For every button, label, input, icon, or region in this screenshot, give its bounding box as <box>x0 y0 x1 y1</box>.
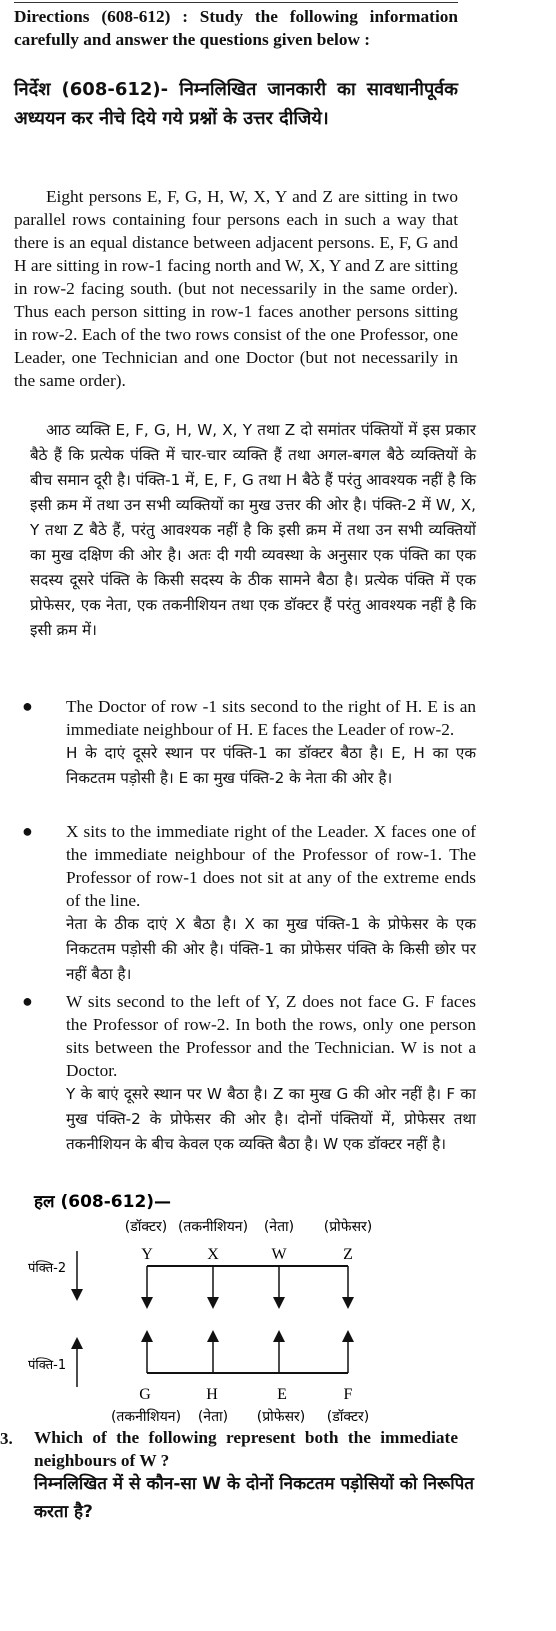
row1-person: F <box>343 1386 353 1403</box>
row2-role: (प्रोफेसर) <box>323 1219 373 1235</box>
row2-role: (नेता) <box>263 1219 295 1235</box>
seating-diagram-svg <box>0 1191 556 1441</box>
question-number: 3. <box>0 1429 13 1448</box>
bullet-dot: ● <box>22 696 33 716</box>
bullet-hindi: H के दाएं दूसरे स्थान पर पंक्ति-1 का डॉक्टर बैठा है। E, H का एक निकटतम पड़ोसी है। E का मुख पंक्ति-2 के नेता की ओर है। <box>66 744 476 787</box>
row2-role: (डॉक्टर) <box>124 1219 168 1235</box>
row2-person: W <box>271 1246 287 1263</box>
row1-person: H <box>206 1386 218 1403</box>
row2-label: पंक्ति-2 <box>28 1261 67 1276</box>
row2-person: Y <box>141 1246 153 1263</box>
row2-role: (तकनीशियन) <box>177 1219 249 1235</box>
row1-role: (प्रोफेसर) <box>256 1409 306 1425</box>
bullet-english: X sits to the immediate right of the Leader. X faces one of the immediate neighbour of the Professor of row-1. The Professor of row-1 does not sit at any of the extreme ends of the line. <box>66 822 476 910</box>
row2-person: X <box>207 1246 219 1263</box>
bullet-dot: ● <box>22 991 33 1011</box>
row1-person: E <box>277 1386 287 1403</box>
passage-english: Eight persons E, F, G, H, W, X, Y and Z are sitting in two parallel rows containing four persons each in such a way that there is an equal distance between adjacent persons. E, F, G and H are sitting in row-1 facing north and W, X, Y and Z are sitting in row-2 facing south. (but not necessarily in the same order). Thus each person sitting in row-1 faces another persons sitting in row-2. Each of the two rows consist of the one Professor, one Leader, one Technician and one Doctor (but not necessarily in the same order). <box>14 187 458 390</box>
question-english: Which of the following represent both the immediate neighbours of W ? <box>34 1428 458 1470</box>
top-rule <box>14 2 458 3</box>
bullet-dot: ● <box>22 821 33 841</box>
bullet-item <box>22 990 476 1157</box>
bullet-english: W sits second to the left of Y, Z does not face G. F faces the Professor of row-2. In both the rows, only one person sits between the Professor and the Technician. W is not a Doctor. <box>66 992 476 1080</box>
bullet-hindi: नेता के ठीक दाएं X बैठा है। X का मुख पंक्ति-1 के प्रोफेसर के एक निकटतम पड़ोसी की ओर है। पंक्ति-1 का प्रोफेसर पंक्ति के किसी छोर पर नहीं बैठा है। <box>66 915 476 983</box>
passage-hindi: आठ व्यक्ति E, F, G, H, W, X, Y तथा Z दो समांतर पंक्तियों में इस प्रकार बैठे हैं कि प्रत्येक पंक्ति में चार-चार व्यक्ति हैं तथा अगल-बगल बैठे व्यक्तियों के बीच समान दूरी है। पंक्ति-1 में, E, F, G तथा H बैठे हैं परंतु आवश्यक नहीं है कि इसी क्रम में तथा उन सभी व्यक्तियों का मुख उत्तर की ओर है। पंक्ति-2 में W, X, Y तथा Z बैठे हैं, परंतु आवश्यक नहीं है कि इसी क्रम में तथा उन सभी व्यक्तियों का मुख दक्षिण की ओर है। अतः दी गयी व्यवस्था के अनुसार एक पंक्ति का एक सदस्य दूसरे पंक्ति के किसी सदस्य के ठीक सामने बैठा है। प्रत्येक पंक्ति में एक प्रोफेसर, एक नेता, एक तकनीशियन तथा एक डॉक्टर हैं परंतु आवश्यक नहीं है कि इसी क्रम में। <box>30 421 476 639</box>
row1-person: G <box>139 1386 151 1403</box>
row1-role: (डॉक्टर) <box>326 1409 370 1425</box>
row1-role: (तकनीशियन) <box>110 1409 182 1425</box>
seating-diagram <box>0 1191 556 1441</box>
question-hindi: निम्नलिखित में से कौन-सा W के दोनों निकटतम पड़ोसियों को निरूपित करता है? <box>34 1474 474 1522</box>
bullet-item <box>22 695 476 791</box>
directions-hindi: निर्देश (608-612)- निम्नलिखित जानकारी का सावधानीपूर्वक अध्ययन कर नीचे दिये गये प्रश्नों के उत्तर दीजिये। <box>14 79 458 129</box>
bullet-english: The Doctor of row -1 sits second to the right of H. E is an immediate neighbour of H. E faces the Leader of row-2. <box>66 697 476 739</box>
row1-label: पंक्ति-1 <box>28 1358 67 1373</box>
solution-heading: हल (608-612)— <box>34 1192 172 1212</box>
bullet-hindi: Y के बाएं दूसरे स्थान पर W बैठा है। Z का मुख G की ओर नहीं है। F का मुख पंक्ति-2 के प्रोफेसर की ओर है। दोनों पंक्तियों में, प्रोफेसर तथा तकनीशियन के बीच केवल एक व्यक्ति बैठा है। W एक डॉक्टर नहीं है। <box>66 1085 476 1153</box>
row1-role: (नेता) <box>197 1409 229 1425</box>
bullet-item <box>22 820 476 987</box>
row2-person: Z <box>343 1246 353 1263</box>
directions-english: Directions (608-612) : Study the following information carefully and answer the questions given below : <box>14 7 458 49</box>
